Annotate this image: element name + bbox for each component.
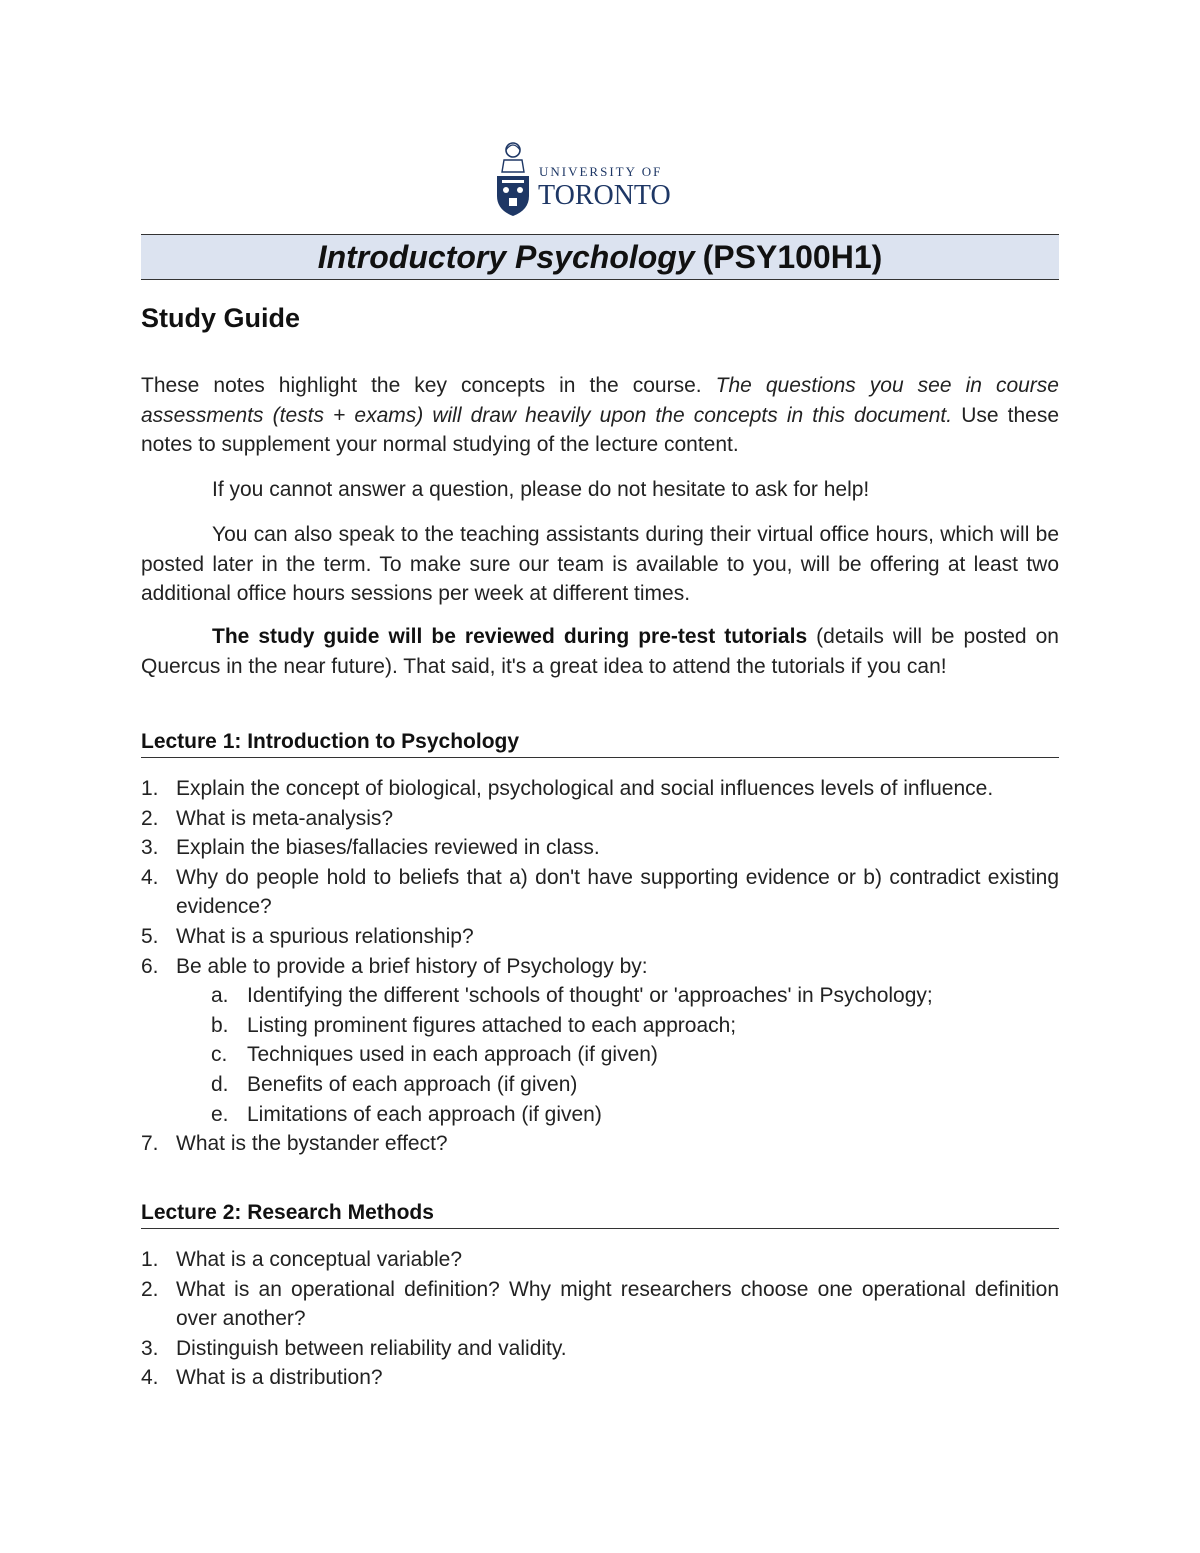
intro-text-rest: (details will be posted on Quercus in the near future). That said, it's a great idea to attend the tutorials if you can! xyxy=(141,625,1059,678)
logo-line1: UNIVERSITY OF xyxy=(539,164,663,179)
item-text: Explain the biases/fallacies reviewed in class. xyxy=(176,836,600,860)
item-text: What is an operational definition? Why might researchers choose one operational definition over another? xyxy=(176,1277,1059,1331)
sub-item-letter: c. xyxy=(211,1043,228,1067)
item-number: 7. xyxy=(141,1132,159,1156)
university-logo xyxy=(494,140,714,220)
sub-list-item xyxy=(211,1100,1059,1130)
sub-list-item xyxy=(211,1011,1059,1041)
item-number: 4. xyxy=(141,1366,159,1390)
sub-list-item xyxy=(211,1070,1059,1100)
intro-paragraph-4 xyxy=(141,622,1059,681)
item-text: What is the bystander effect? xyxy=(176,1132,448,1156)
list-item xyxy=(141,1363,1059,1393)
course-title-banner xyxy=(141,234,1059,280)
sub-list-item xyxy=(211,1040,1059,1070)
sub-item-text: Identifying the different 'schools of thought' or 'approaches' in Psychology; xyxy=(247,984,933,1008)
item-text: What is a spurious relationship? xyxy=(176,924,474,948)
lecture1-heading: Lecture 1: Introduction to Psychology xyxy=(141,728,1059,758)
sub-item-text: Listing prominent figures attached to each approach; xyxy=(247,1013,737,1037)
item-number: 4. xyxy=(141,865,159,889)
item-text: What is a distribution? xyxy=(176,1366,383,1390)
intro-paragraph-2: If you cannot answer a question, please do not hesitate to ask for help! xyxy=(212,478,870,501)
item-text: Why do people hold to beliefs that a) don't have supporting evidence or b) contradict existing evidence? xyxy=(176,865,1059,919)
sub-item-text: Benefits of each approach (if given) xyxy=(247,1072,578,1096)
item-text: Be able to provide a brief history of Psychology by: xyxy=(176,954,648,978)
lecture1-sub-list xyxy=(176,981,1059,1129)
intro-paragraph-3: You can also speak to the teaching assistants during their virtual office hours, which will be posted later in the term. To make sure our team is available to you, will be offering at least two additional office hours sessions per week at different times. xyxy=(141,523,1059,606)
sub-list-item xyxy=(211,981,1059,1011)
list-item xyxy=(141,774,1059,804)
item-text: What is a conceptual variable? xyxy=(176,1248,462,1271)
item-number: 3. xyxy=(141,1336,159,1360)
intro-bold-text: The study guide will be reviewed during pre-test tutorials xyxy=(212,625,808,648)
intro-text-a: These notes highlight the key concepts in the course. xyxy=(141,374,716,397)
lecture2-question-list xyxy=(141,1245,1059,1393)
item-text: Distinguish between reliability and validity. xyxy=(176,1336,567,1360)
lecture2-heading: Lecture 2: Research Methods xyxy=(141,1199,1059,1229)
list-item xyxy=(141,1245,1059,1275)
item-number: 5. xyxy=(141,924,159,948)
item-number: 1. xyxy=(141,777,159,800)
intro-paragraph-1 xyxy=(141,371,1059,460)
item-text: Explain the concept of biological, psychological and social influences levels of influence. xyxy=(176,777,994,800)
list-item xyxy=(141,1129,1059,1159)
sub-item-letter: e. xyxy=(211,1102,229,1126)
course-title: Introductory Psychology xyxy=(317,238,695,275)
list-item xyxy=(141,922,1059,952)
item-number: 2. xyxy=(141,1277,159,1301)
intro-text-emphasis: The questions you see in course assessments (tests + exams) will draw heavily upon the concepts in this document. xyxy=(141,374,1059,427)
list-item xyxy=(141,1334,1059,1364)
sub-item-text: Limitations of each approach (if given) xyxy=(247,1102,602,1126)
item-number: 2. xyxy=(141,806,159,830)
sub-item-letter: b. xyxy=(211,1013,229,1037)
sub-item-letter: a. xyxy=(211,984,229,1008)
list-item xyxy=(141,804,1059,834)
sub-item-letter: d. xyxy=(211,1072,229,1096)
intro-text-c: Use these notes to supplement your normal studying of the lecture content. xyxy=(141,403,1059,457)
logo-line2: TORONTO xyxy=(538,180,671,211)
item-text: What is meta-analysis? xyxy=(176,806,394,830)
course-code: (PSY100H1) xyxy=(702,238,883,275)
item-number: 3. xyxy=(141,836,159,860)
list-item xyxy=(141,952,1059,1130)
lecture1-question-list xyxy=(141,774,1059,1159)
item-number: 6. xyxy=(141,954,159,978)
list-item xyxy=(141,833,1059,863)
sub-item-text: Techniques used in each approach (if given) xyxy=(247,1043,658,1067)
page-heading: Study Guide xyxy=(141,303,301,333)
list-item xyxy=(141,863,1059,922)
crest-icon xyxy=(497,143,529,216)
list-item xyxy=(141,1275,1059,1334)
item-number: 1. xyxy=(141,1248,159,1271)
